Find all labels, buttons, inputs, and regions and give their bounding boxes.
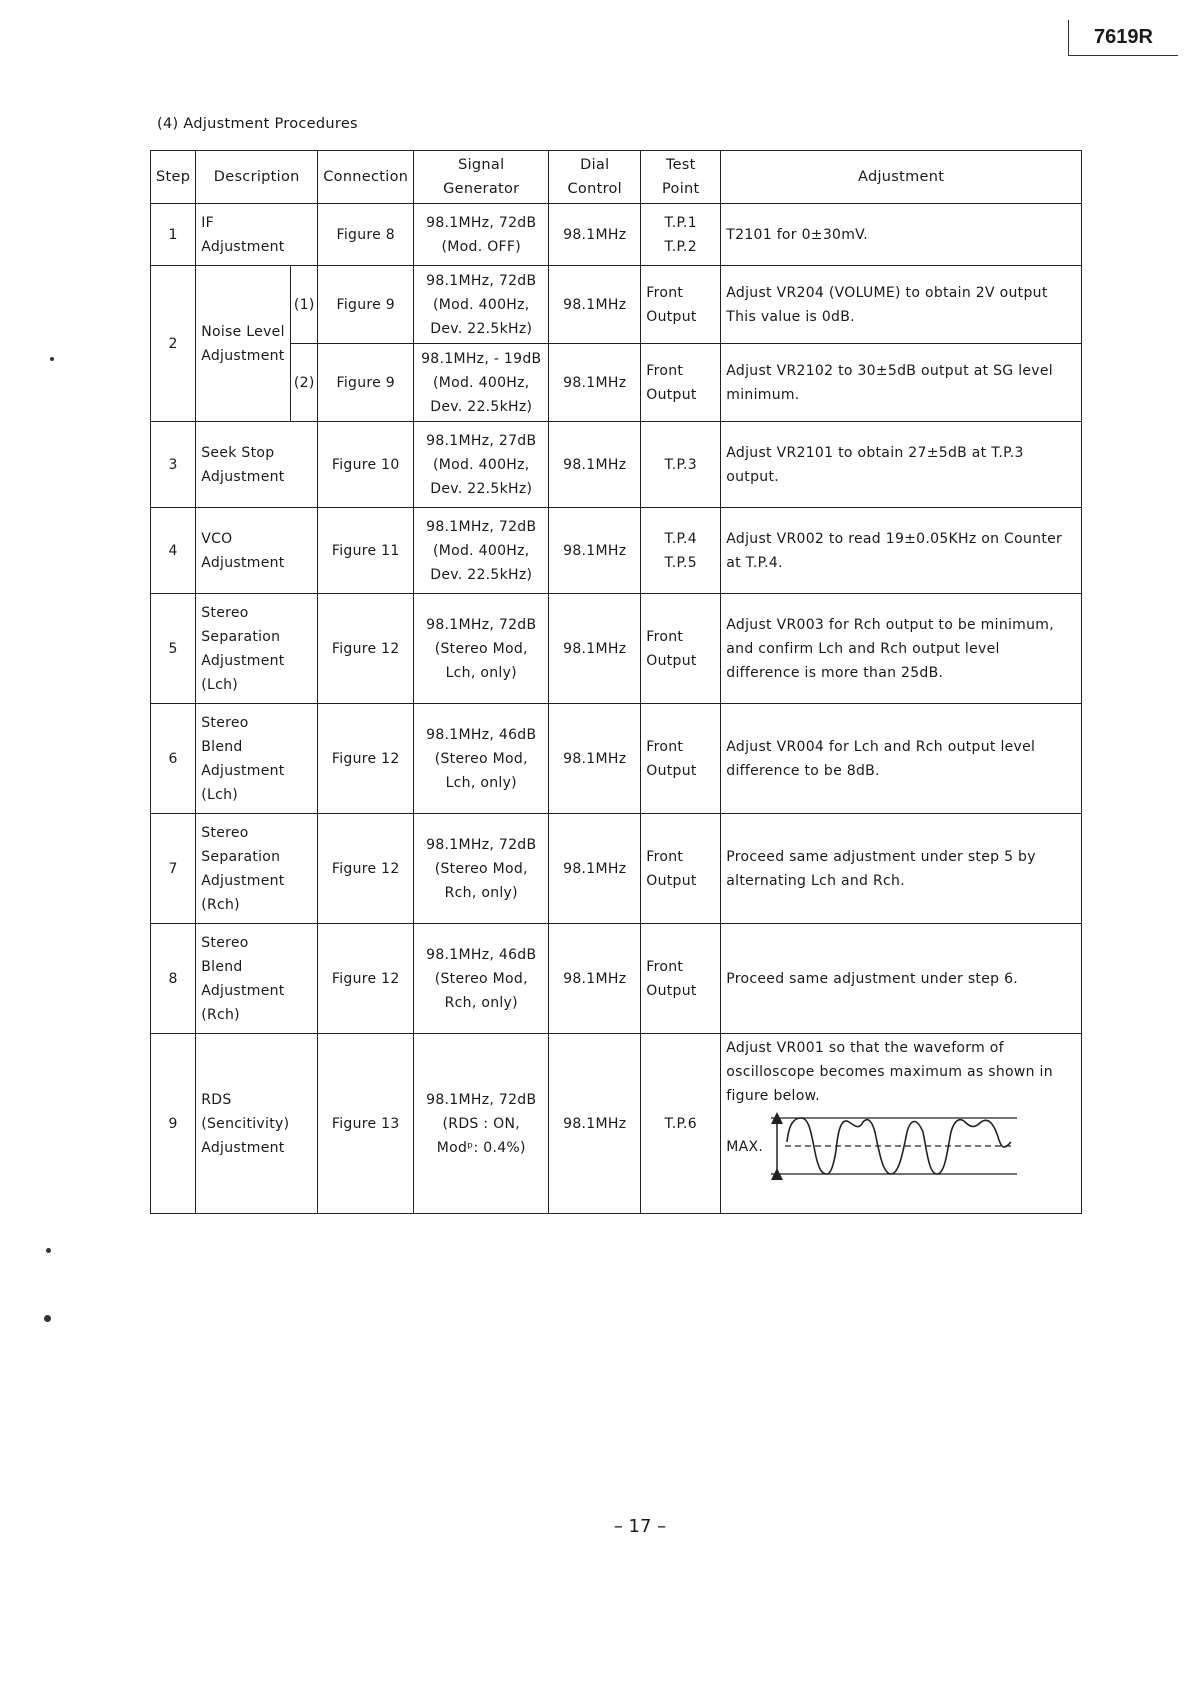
adjustment-table xyxy=(150,150,1082,1214)
step-number: 4 xyxy=(151,508,196,594)
signal-generator: 98.1MHz, 72dB (Mod. 400Hz, Dev. 22.5kHz) xyxy=(414,266,549,344)
signal-generator: 98.1MHz, 72dB (Stereo Mod, Rch, only) xyxy=(414,814,549,924)
table-row xyxy=(151,594,1082,704)
dial-control: 98.1MHz xyxy=(549,594,641,704)
adjustment: Adjust VR003 for Rch output to be minimum, and confirm Lch and Rch output level difference is more than 25dB. xyxy=(721,594,1082,704)
step-number: 6 xyxy=(151,704,196,814)
adjustment: Adjust VR2102 to 30±5dB output at SG level minimum. xyxy=(721,344,1082,422)
connection: Figure 13 xyxy=(318,1034,414,1214)
page-number: – 17 – xyxy=(613,1516,667,1537)
adjustment-text: Adjust VR001 so that the waveform of oscilloscope becomes maximum as shown in figure below. xyxy=(726,1040,1053,1104)
adjustment: Adjust VR204 (VOLUME) to obtain 2V output This value is 0dB. xyxy=(721,266,1082,344)
signal-generator: 98.1MHz, 46dB (Stereo Mod, Rch, only) xyxy=(414,924,549,1034)
step-number: 7 xyxy=(151,814,196,924)
dial-control: 98.1MHz xyxy=(549,344,641,422)
connection: Figure 9 xyxy=(318,344,414,422)
table-row xyxy=(151,1034,1082,1214)
adjustment: Proceed same adjustment under step 5 by alternating Lch and Rch. xyxy=(721,814,1082,924)
step-number: 1 xyxy=(151,204,196,266)
col-description: Description xyxy=(196,151,318,204)
table-row xyxy=(151,924,1082,1034)
description: Stereo Separation Adjustment (Rch) xyxy=(196,814,318,924)
description: Seek Stop Adjustment xyxy=(196,422,318,508)
max-label: MAX. xyxy=(726,1139,764,1155)
connection: Figure 12 xyxy=(318,704,414,814)
model-number: 7619R xyxy=(1068,20,1178,56)
step-number: 8 xyxy=(151,924,196,1034)
margin-mark xyxy=(46,1248,51,1253)
sub-step-label: (1) xyxy=(291,266,318,344)
signal-generator: 98.1MHz, 72dB (Mod. 400Hz, Dev. 22.5kHz) xyxy=(414,508,549,594)
dial-control: 98.1MHz xyxy=(549,422,641,508)
waveform-graphic xyxy=(767,1112,1017,1182)
test-point: Front Output xyxy=(641,266,721,344)
description: Stereo Blend Adjustment (Rch) xyxy=(196,924,318,1034)
connection: Figure 12 xyxy=(318,814,414,924)
description: IF Adjustment xyxy=(196,204,318,266)
signal-generator: 98.1MHz, 72dB (Stereo Mod, Lch, only) xyxy=(414,594,549,704)
col-dial-control: Dial Control xyxy=(549,151,641,204)
adjustment: Adjust VR004 for Lch and Rch output level difference to be 8dB. xyxy=(721,704,1082,814)
step-number: 9 xyxy=(151,1034,196,1214)
table-row xyxy=(151,204,1082,266)
signal-generator: 98.1MHz, 72dB (Mod. OFF) xyxy=(414,204,549,266)
col-step: Step xyxy=(151,151,196,204)
connection: Figure 12 xyxy=(318,594,414,704)
connection: Figure 12 xyxy=(318,924,414,1034)
test-point: Front Output xyxy=(641,704,721,814)
dial-control: 98.1MHz xyxy=(549,704,641,814)
waveform-figure xyxy=(726,1112,1076,1182)
table-row xyxy=(151,422,1082,508)
table-header-row xyxy=(151,151,1082,204)
connection: Figure 9 xyxy=(318,266,414,344)
test-point: T.P.4 T.P.5 xyxy=(641,508,721,594)
step-number: 3 xyxy=(151,422,196,508)
table-row xyxy=(151,508,1082,594)
connection: Figure 11 xyxy=(318,508,414,594)
step-number: 2 xyxy=(151,266,196,422)
description: VCO Adjustment xyxy=(196,508,318,594)
table-row xyxy=(151,344,1082,422)
section-title: (4) Adjustment Procedures xyxy=(157,116,358,132)
signal-generator: 98.1MHz, 46dB (Stereo Mod, Lch, only) xyxy=(414,704,549,814)
description: Noise Level Adjustment xyxy=(196,266,291,422)
test-point: Front Output xyxy=(641,814,721,924)
dial-control: 98.1MHz xyxy=(549,924,641,1034)
margin-mark xyxy=(44,1315,51,1322)
test-point: Front Output xyxy=(641,594,721,704)
table-row xyxy=(151,704,1082,814)
col-connection: Connection xyxy=(318,151,414,204)
test-point: T.P.6 xyxy=(641,1034,721,1214)
test-point: Front Output xyxy=(641,924,721,1034)
adjustment: Adjust VR2101 to obtain 27±5dB at T.P.3 output. xyxy=(721,422,1082,508)
adjustment: T2101 for 0±30mV. xyxy=(721,204,1082,266)
col-test-point: Test Point xyxy=(641,151,721,204)
connection: Figure 8 xyxy=(318,204,414,266)
step-number: 5 xyxy=(151,594,196,704)
connection: Figure 10 xyxy=(318,422,414,508)
adjustment: Proceed same adjustment under step 6. xyxy=(721,924,1082,1034)
signal-generator: 98.1MHz, - 19dB (Mod. 400Hz, Dev. 22.5kHz) xyxy=(414,344,549,422)
test-point: T.P.1 T.P.2 xyxy=(641,204,721,266)
adjustment xyxy=(721,1034,1082,1214)
description: RDS (Sencitivity) Adjustment xyxy=(196,1034,318,1214)
test-point: Front Output xyxy=(641,344,721,422)
table-row xyxy=(151,814,1082,924)
col-adjustment: Adjustment xyxy=(721,151,1082,204)
dial-control: 98.1MHz xyxy=(549,1034,641,1214)
adjustment: Adjust VR002 to read 19±0.05KHz on Counter at T.P.4. xyxy=(721,508,1082,594)
description: Stereo Blend Adjustment (Lch) xyxy=(196,704,318,814)
table-row xyxy=(151,266,1082,344)
dial-control: 98.1MHz xyxy=(549,814,641,924)
dial-control: 98.1MHz xyxy=(549,204,641,266)
signal-generator: 98.1MHz, 72dB (RDS : ON, Modᵖ: 0.4%) xyxy=(414,1034,549,1214)
dial-control: 98.1MHz xyxy=(549,266,641,344)
signal-generator: 98.1MHz, 27dB (Mod. 400Hz, Dev. 22.5kHz) xyxy=(414,422,549,508)
col-signal-generator: Signal Generator xyxy=(414,151,549,204)
description: Stereo Separation Adjustment (Lch) xyxy=(196,594,318,704)
dial-control: 98.1MHz xyxy=(549,508,641,594)
test-point: T.P.3 xyxy=(641,422,721,508)
margin-mark xyxy=(50,357,54,361)
sub-step-label: (2) xyxy=(291,344,318,422)
